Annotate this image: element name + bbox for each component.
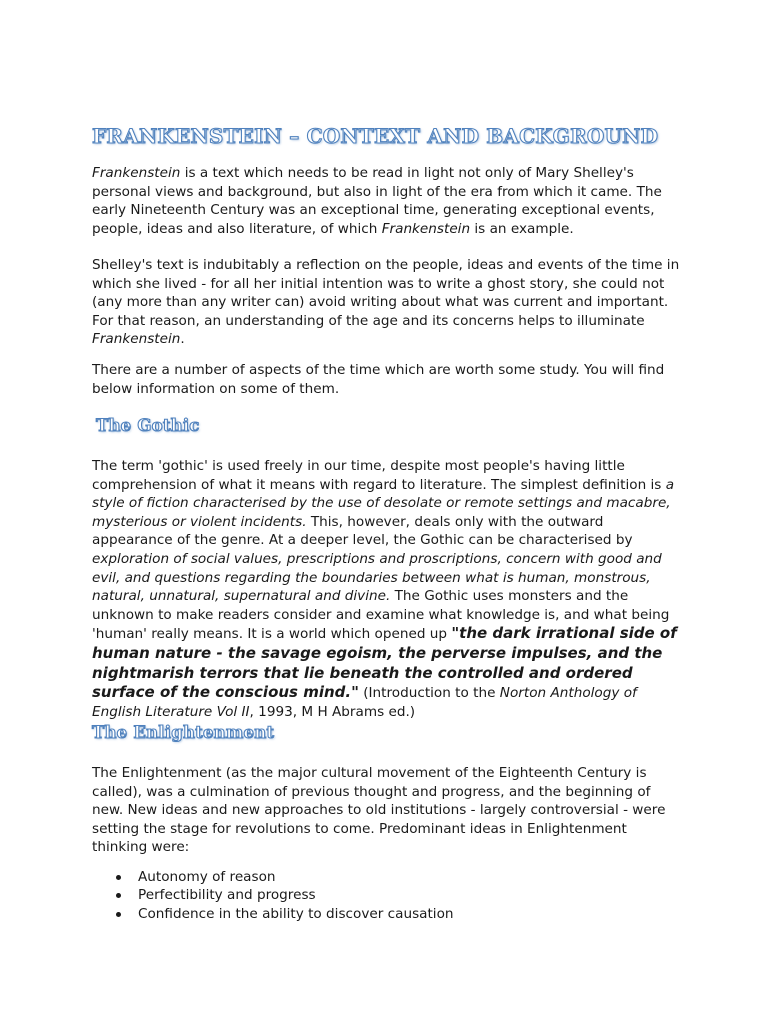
bullet-icon xyxy=(116,912,121,917)
intro-paragraph-2: Shelley's text is indubitably a reflection on the people, ideas and events of the time in which she lived - for all her initial intention was to write a ghost story, she could not (any more than any writer can) avoid writing about what was current and important. For that reason, an understanding of the age and its concerns helps to illuminate Frankenstein. xyxy=(92,257,680,348)
document-title: FRANKENSTEIN – CONTEXT AND BACKGROUND xyxy=(92,124,659,148)
intro-paragraph-3: There are a number of aspects of the time which are worth some study. You will find below information on some of them. xyxy=(92,362,665,397)
frankenstein-italic: Frankenstein xyxy=(381,220,471,237)
abrams-quote: "the dark irrational side of human nature - the savage egoism, the perverse impulses, and the nightmarish terrors that lie beneath the controlled and ordered surface of the conscious mind." xyxy=(92,624,677,702)
frankenstein-italic: Frankenstein xyxy=(92,331,181,348)
list-item: Confidence in the ability to discover causation xyxy=(92,905,684,923)
section-heading-enlightenment: The Enlightenment xyxy=(92,723,275,742)
frankenstein-italic: Frankenstein xyxy=(92,165,181,181)
intro-paragraph-1: Frankenstein is a text which needs to be read in light not only of Mary Shelley's personal views and background, but also in light of the era from which it came. The early Nineteenth Century was an exceptional time, generating exceptional events, people, ideas and also literature, of which Frankenstein is an example. xyxy=(92,165,662,237)
enlightenment-ideas-list xyxy=(92,868,684,923)
definition-italic: a style of fiction characterised by the use of desolate or remote settings and macabre, mysterious or violent incidents. xyxy=(92,476,675,530)
list-item: Autonomy of reason xyxy=(92,868,684,886)
section-heading-gothic: The Gothic xyxy=(96,416,200,435)
gothic-paragraph: The term 'gothic' is used freely in our time, despite most people's having little comprehension of what it means with regard to literature. The simplest definition is a style of fiction characterised by the use of desolate or remote settings and macabre, mysterious or violent incidents. This, however, deals only with the outward appearance of the genre. At a deeper level, the Gothic can be characterised by exploration of social values, prescriptions and proscriptions, concern with good and evil, and questions regarding the boundaries between what is human, monstrous, natural, unnatural, supernatural and divine. The Gothic uses monsters and the unknown to make readers consider and examine what knowledge is, and what being 'human' really means. It is a world which opened up "the dark irrational side of human nature - the savage egoism, the perverse impulses, and the nightmarish terrors that lie beneath the controlled and ordered surface of the conscious mind." (Introduction to the Norton Anthology of English Literature Vol II, 1993, M H Abrams ed.) xyxy=(92,458,677,720)
anthology-title-italic: Norton Anthology of English Literature Vol II xyxy=(92,685,637,720)
bullet-icon xyxy=(116,875,121,880)
characterisation-italic: exploration of social values, prescriptions and proscriptions, concern with good and evil, and questions regarding the boundaries between what is human, monstrous, natural, unnatural, supernatural and divine. xyxy=(92,550,662,605)
enlightenment-paragraph: The Enlightenment (as the major cultural movement of the Eighteenth Century is called), was a culmination of previous thought and progress, and the beginning of new. New ideas and new approaches to old institutions - largely controversial - were setting the stage for revolutions to come. Predominant ideas in Enlightenment thinking were: xyxy=(92,765,666,856)
bullet-icon xyxy=(116,893,121,898)
list-item: Perfectibility and progress xyxy=(92,886,684,904)
